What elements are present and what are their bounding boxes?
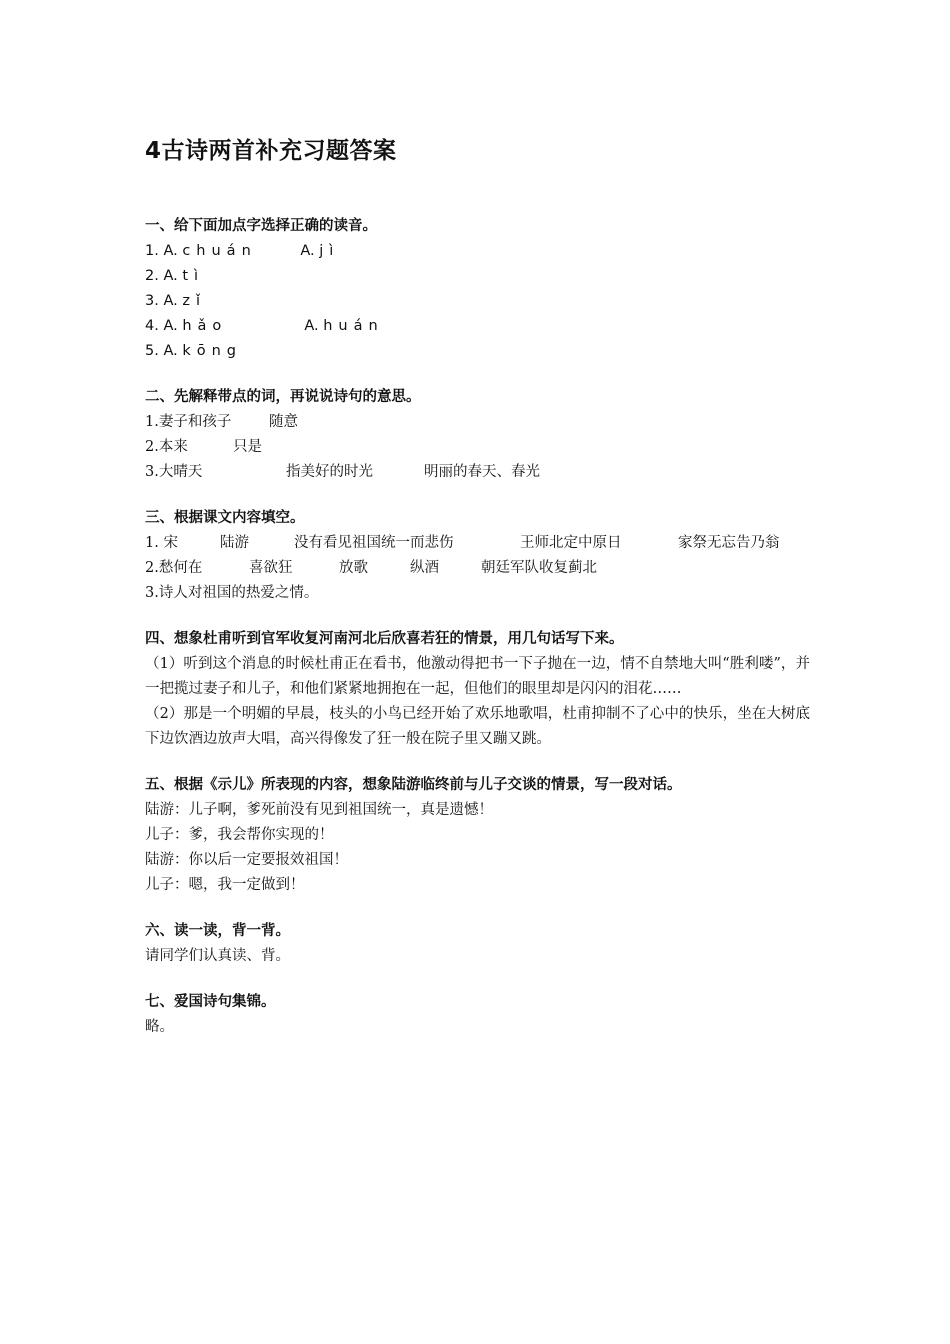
- answer-line: 2.愁何在 喜欲狂 放歌 纵酒 朝廷军队收复蓟北: [145, 560, 597, 576]
- section-heading: 五、根据《示儿》所表现的内容，想象陆游临终前与儿子交谈的情景，写一段对话。: [145, 777, 682, 793]
- section-1: [145, 214, 810, 364]
- page-title: 4古诗两首补充习题答案: [145, 138, 397, 164]
- section-heading: 三、根据课文内容填空。: [145, 510, 305, 526]
- answer-line: 1.妻子和孩子 随意: [145, 414, 298, 430]
- section-7: [145, 990, 810, 1040]
- answer-line: 2. A. tì: [145, 268, 205, 284]
- section-3: [145, 506, 810, 606]
- answer-line: 3. A. zǐ: [145, 293, 206, 309]
- section-4: [145, 627, 810, 752]
- answer-line: 1. 宋 陆游 没有看见祖国统一而悲伤 王师北定中原日 家祭无忘告乃翁: [145, 535, 780, 551]
- dialogue-line: 陆游：你以后一定要报效祖国！: [145, 852, 348, 868]
- section-5: [145, 773, 810, 898]
- answer-line: 5. A. kōng: [145, 343, 242, 359]
- answer-line: 1. A. chuán A. jì: [145, 243, 340, 259]
- section-6: [145, 919, 810, 969]
- section-heading: 一、给下面加点字选择正确的读音。: [145, 218, 377, 234]
- section-2: [145, 385, 810, 485]
- document-body: [145, 214, 810, 1061]
- answer-line: 3.大晴天 指美好的时光 明丽的春天、春光: [145, 464, 540, 480]
- section-heading: 二、先解释带点的词，再说说诗句的意思。: [145, 389, 421, 405]
- answer-line: 请同学们认真读、背。: [145, 948, 290, 964]
- section-heading: 六、读一读，背一背。: [145, 923, 290, 939]
- answer-line: 略。: [145, 1019, 174, 1035]
- answer-paragraph: （2）那是一个明媚的早晨，枝头的小鸟已经开始了欢乐地歌唱，杜甫抑制不了心中的快乐，坐在大树底下边饮酒边放声大唱，高兴得像发了狂一般在院子里又蹦又跳。: [145, 706, 810, 747]
- dialogue-line: 儿子：嗯，我一定做到！: [145, 877, 305, 893]
- answer-line: 3.诗人对祖国的热爱之情。: [145, 585, 319, 601]
- answer-line: 4. A. hǎo A. huán: [145, 318, 384, 334]
- answer-paragraph: （1）听到这个消息的时候杜甫正在看书，他激动得把书一下子抛在一边，情不自禁地大叫“胜利喽”，并一把揽过妻子和儿子，和他们紧紧地拥抱在一起，但他们的眼里却是闪闪的泪花……: [145, 656, 810, 697]
- section-heading: 七、爱国诗句集锦。: [145, 994, 276, 1010]
- dialogue-line: 儿子：爹，我会帮你实现的！: [145, 827, 334, 843]
- section-heading: 四、想象杜甫听到官军收复河南河北后欣喜若狂的情景，用几句话写下来。: [145, 631, 624, 647]
- answer-line: 2.本来 只是: [145, 439, 262, 455]
- dialogue-line: 陆游：儿子啊，爹死前没有见到祖国统一，真是遗憾！: [145, 802, 493, 818]
